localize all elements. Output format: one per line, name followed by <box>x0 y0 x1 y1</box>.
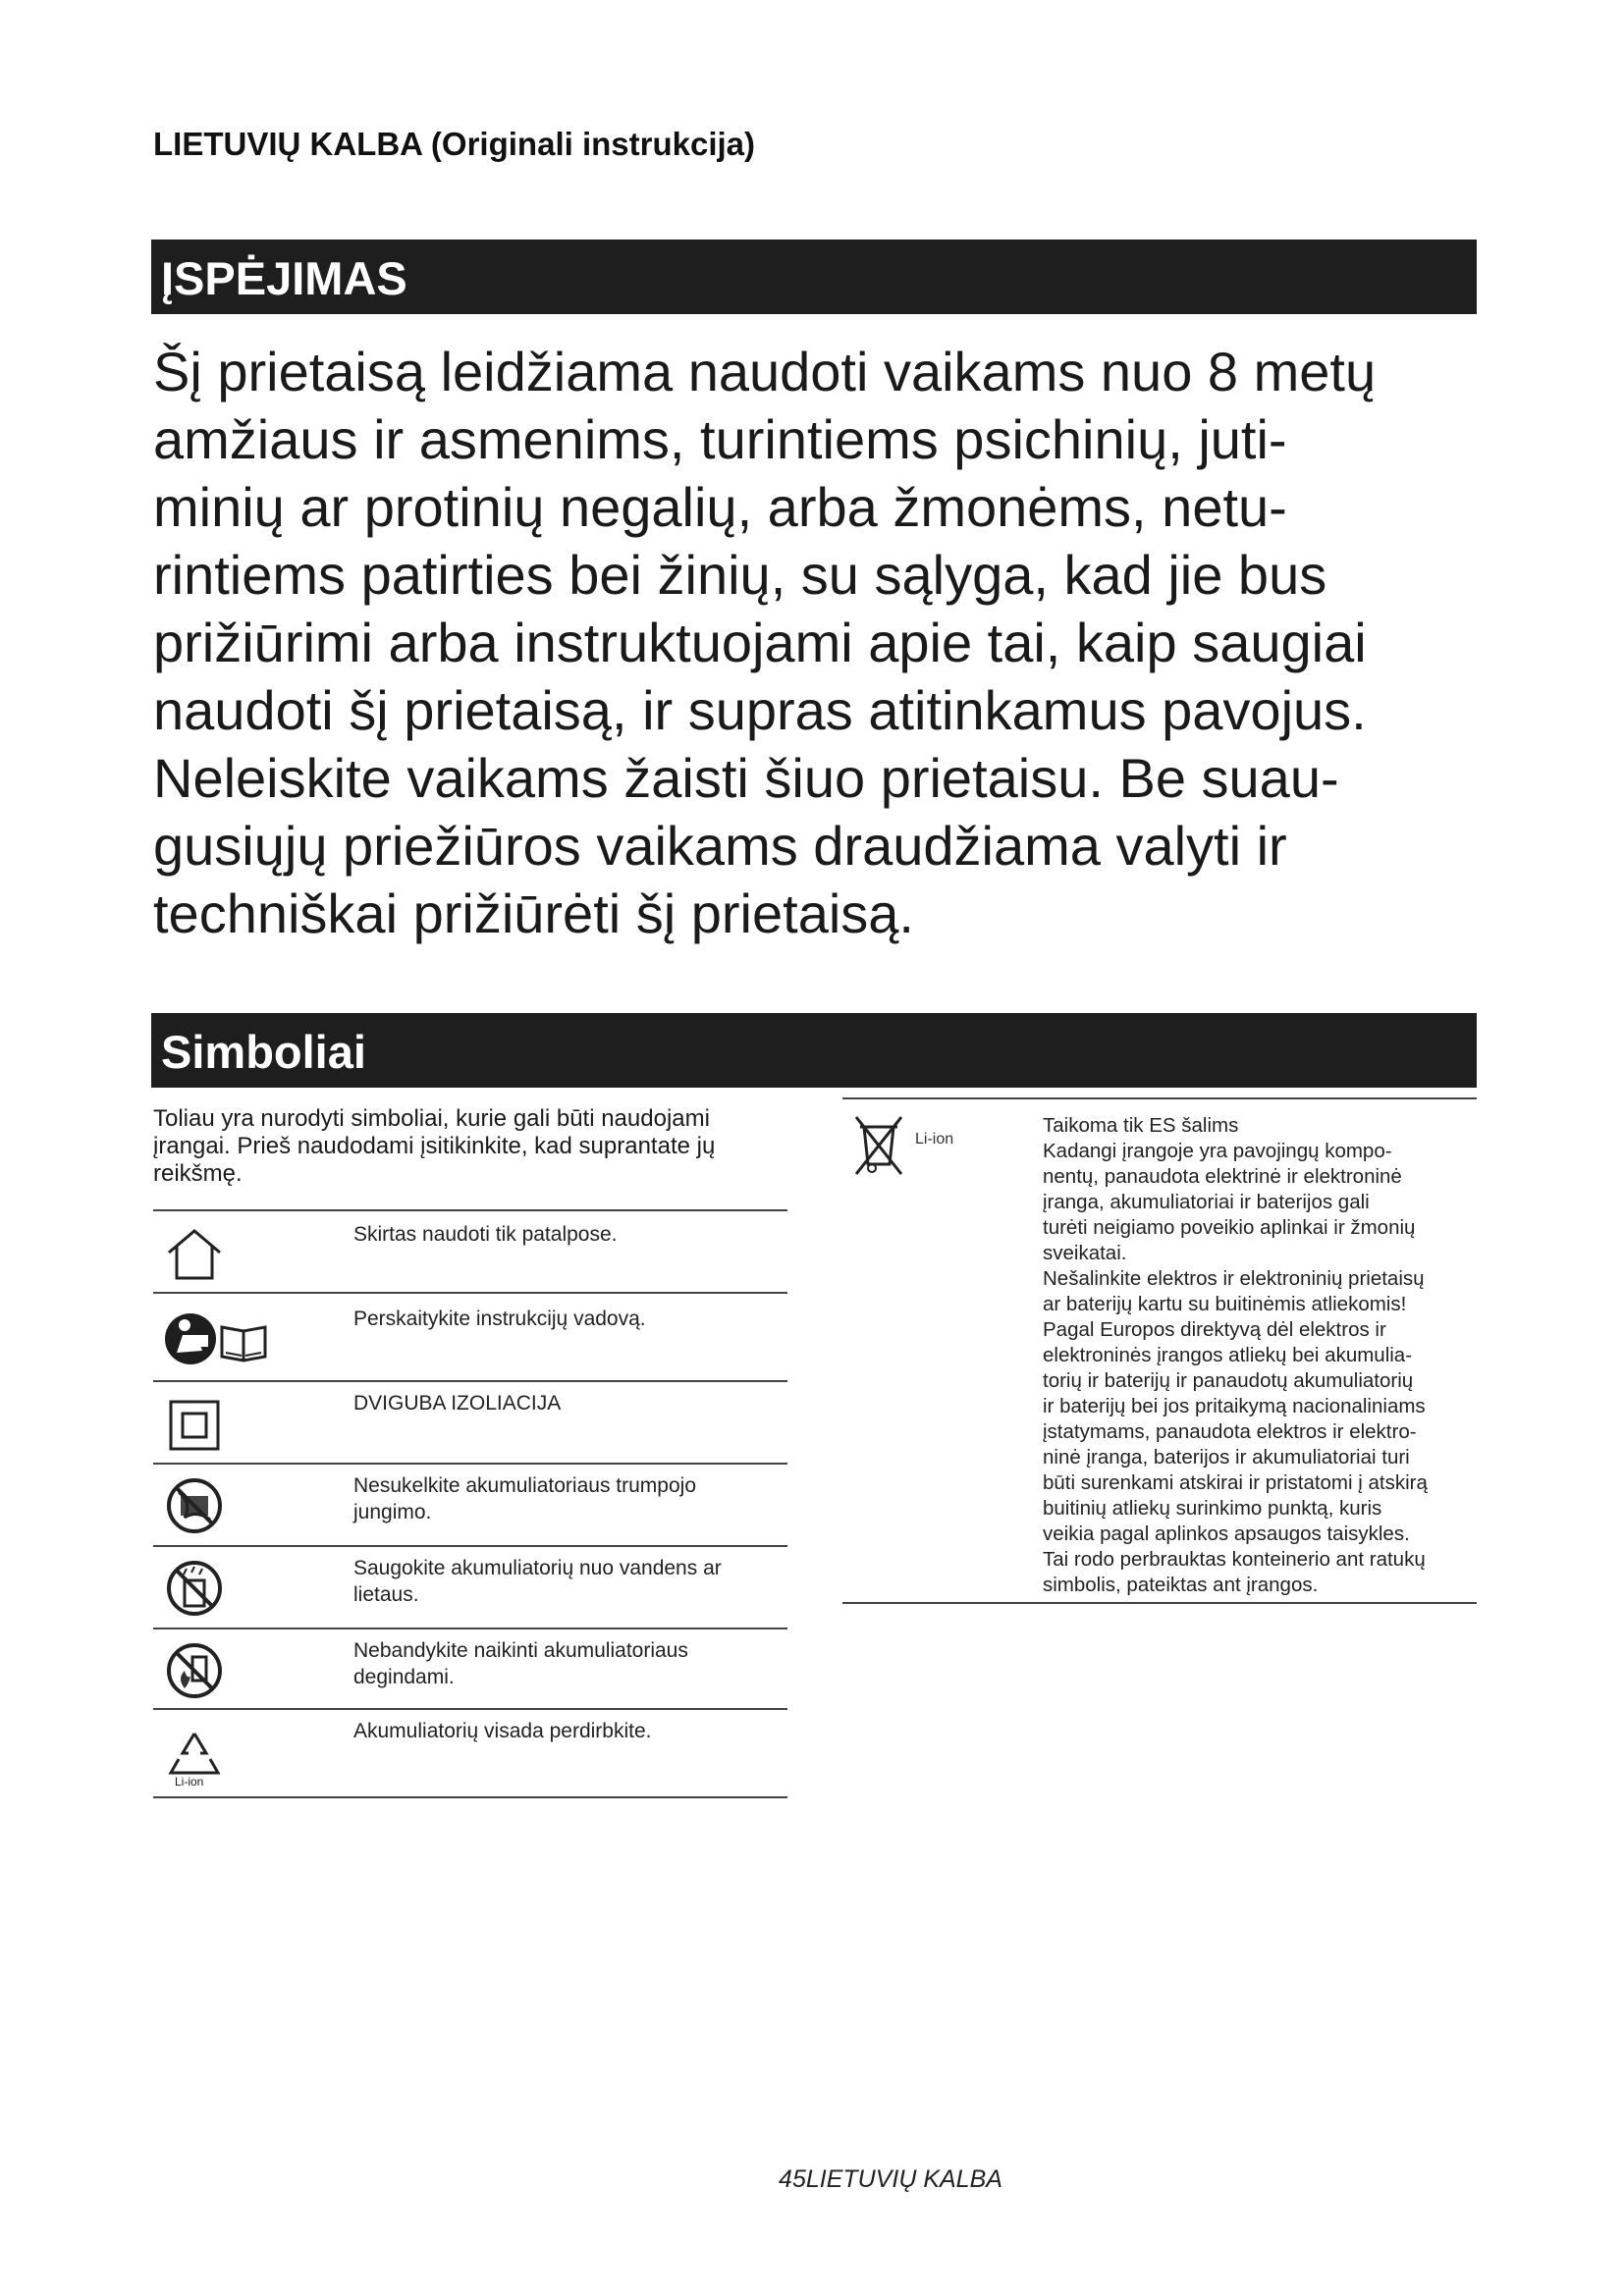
eu-text-line: Pagal Europos direktyvą dėl elektros ir <box>1043 1318 1386 1341</box>
double-insulation-icon <box>163 1394 226 1457</box>
warning-heading: ĮSPĖJIMAS <box>161 252 407 304</box>
table-row <box>153 1211 787 1294</box>
warning-line: gusiųjų priežiūros vaikams draudžiama valyti ir <box>153 815 1287 877</box>
eu-text-line: Kadangi įrangoje yra pavojingų kompo- <box>1043 1140 1392 1162</box>
warning-line: minių ar protinių negalių, arba žmonėms, netu- <box>153 476 1287 538</box>
description-line: lietaus. <box>353 1583 419 1606</box>
warning-line: prižiūrimi arba instruktuojami apie tai, kaip saugiai <box>153 612 1367 673</box>
warning-heading-bar <box>151 240 1477 314</box>
no-fire-icon <box>163 1639 226 1702</box>
eu-disposal-text <box>1043 1113 1475 1598</box>
page-language-title: LIETUVIŲ KALBA (Originali instrukcija) <box>153 126 755 162</box>
warning-line: rintiems patirties bei žinių, su sąlyga, kad jie bus <box>153 544 1327 606</box>
eu-text-line: elektroninės įrangos atliekų bei akumulia- <box>1043 1344 1413 1366</box>
eu-text-line: ir baterijų bei jos pritaikymą nacionaliniams <box>1043 1395 1426 1417</box>
eu-text-line: įstatymams, panaudota elektros ir elektro- <box>1043 1420 1417 1443</box>
table-row <box>153 1547 787 1629</box>
intro-line: reikšmę. <box>153 1160 243 1187</box>
eu-text-line: Taikoma tik ES šalims <box>1043 1114 1239 1137</box>
intro-line: įrangai. Prieš naudodami įsitikinkite, kad suprantate jų <box>153 1133 716 1159</box>
eu-text-line: sveikatai. <box>1043 1242 1127 1264</box>
symbol-description <box>353 1221 776 1248</box>
description-line: degindami. <box>353 1666 455 1688</box>
symbols-intro <box>153 1105 791 1188</box>
eu-text-line: veikia pagal aplinkos apsaugos taisykles. <box>1043 1522 1410 1545</box>
no-short-circuit-icon <box>163 1474 226 1537</box>
eu-text-line: įranga, akumuliatoriai ir baterijos gali <box>1043 1191 1370 1213</box>
description-line: Perskaitykite instrukcijų vadovą. <box>353 1308 646 1330</box>
eu-text-line: buitinių atliekų surinkimo punktą, kuris <box>1043 1497 1382 1520</box>
symbols-heading-bar <box>151 1013 1477 1088</box>
symbol-description <box>353 1637 776 1690</box>
description-line: DVIGUBA IZOLIACIJA <box>353 1392 562 1415</box>
warning-paragraph <box>153 338 1489 947</box>
symbol-description <box>353 1390 776 1416</box>
read-manual-icon <box>163 1306 271 1368</box>
description-line: Nesukelkite akumuliatoriaus trumpojo <box>353 1474 696 1497</box>
eu-text-line: būti surenkami atskirai ir pristatomi į atskirą <box>1043 1471 1428 1494</box>
warning-line: naudoti šį prietaisą, ir supras atitinkamus pavojus. <box>153 679 1367 741</box>
table-row <box>153 1382 787 1465</box>
symbol-description <box>353 1555 776 1608</box>
table-row <box>153 1465 787 1547</box>
eu-text-line: torių ir baterijų ir panaudotų akumuliatorių <box>1043 1369 1414 1392</box>
eu-text-line: Tai rodo perbrauktas konteinerio ant ratukų <box>1043 1548 1426 1571</box>
warning-line: amžiaus ir asmenims, turintiems psichinių, juti- <box>153 408 1287 470</box>
no-water-icon <box>163 1557 226 1620</box>
table-row <box>153 1629 787 1710</box>
page-footer: 45LIETUVIŲ KALBA <box>779 2165 1002 2193</box>
symbols-table <box>153 1209 787 1798</box>
eu-text-line: turėti neigiamo poveikio aplinkai ir žmonių <box>1043 1216 1416 1239</box>
description-line: jungimo. <box>353 1501 432 1523</box>
table-row <box>153 1294 787 1382</box>
description-line: Skirtas naudoti tik patalpose. <box>353 1223 618 1246</box>
eu-text-line: simbolis, pateiktas ant įrangos. <box>1043 1574 1319 1596</box>
warning-line: techniškai prižiūrėti šį prietaisą. <box>153 882 914 944</box>
eu-text-line: nentų, panaudota elektrinė ir elektroninė <box>1043 1165 1402 1188</box>
warning-line: Šį prietaisą leidžiama naudoti vaikams nuo 8 metų <box>153 341 1377 402</box>
eu-icon-label: Li-ion <box>915 1131 954 1148</box>
description-line: Akumuliatorių visada perdirbkite. <box>353 1720 652 1742</box>
eu-text-line: ninė įranga, baterijos ir akumuliatoriai turi <box>1043 1446 1410 1468</box>
symbol-description <box>353 1472 776 1525</box>
table-row <box>153 1710 787 1798</box>
warning-line: Neleiskite vaikams žaisti šiuo prietaisu. Be suau- <box>153 747 1339 809</box>
symbol-description <box>353 1306 776 1332</box>
eu-disposal-block <box>842 1097 1477 1604</box>
recycle-icon-label: Li-ion <box>175 1775 204 1789</box>
description-line: Nebandykite naikinti akumuliatoriaus <box>353 1639 688 1662</box>
description-line: Saugokite akumuliatorių nuo vandens ar <box>353 1557 722 1579</box>
intro-line: Toliau yra nurodyti simboliai, kurie gali būti naudojami <box>153 1105 710 1132</box>
symbols-heading: Simboliai <box>161 1026 366 1078</box>
crossed-out-bin-icon <box>850 1111 907 1180</box>
symbol-description <box>353 1718 776 1744</box>
indoor-use-house-icon <box>163 1223 226 1286</box>
eu-text-line: Nešalinkite elektros ir elektroninių prietaisų <box>1043 1267 1425 1290</box>
eu-text-line: ar baterijų kartu su buitinėmis atliekomis! <box>1043 1293 1407 1315</box>
